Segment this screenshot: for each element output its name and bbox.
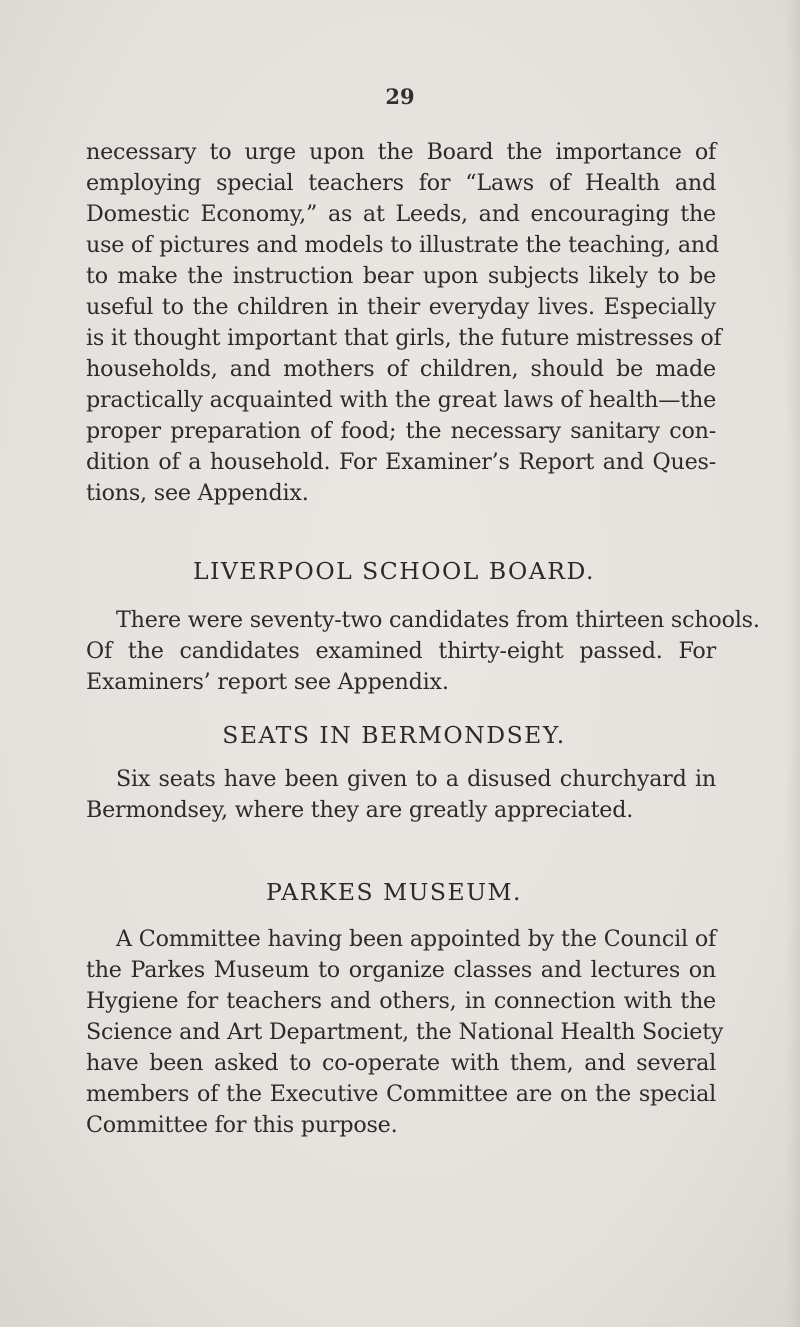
- page-number: 29: [385, 84, 415, 109]
- text-line: practically acquainted with the great laws of health—the: [86, 387, 716, 413]
- parkes-paragraph: [86, 924, 724, 1141]
- text-line: Hygiene for teachers and others, in connection with the: [86, 988, 716, 1014]
- text-line: is it thought important that girls, the future mistresses of: [86, 325, 722, 351]
- text-line: employing special teachers for “Laws of Health and: [86, 170, 716, 196]
- text-line: Committee for this purpose.: [86, 1112, 398, 1138]
- text-line: members of the Executive Committee are on the special: [86, 1081, 716, 1107]
- text-line: proper preparation of food; the necessary sanitary con-: [86, 418, 716, 444]
- text-line: necessary to urge upon the Board the importance of: [86, 139, 716, 165]
- text-line: Science and Art Department, the National Health Society: [86, 1019, 724, 1045]
- intro-paragraph: [86, 137, 722, 509]
- section-heading-seats-in-bermondsey: SEATS IN BERMONDSEY.: [222, 721, 566, 749]
- text-line: There were seventy-two candidates from thirteen schools.: [116, 607, 760, 633]
- text-line: have been asked to co-operate with them, and several: [86, 1050, 716, 1076]
- text-line: households, and mothers of children, should be made: [86, 356, 716, 382]
- text-line: use of pictures and models to illustrate the teaching, and: [86, 232, 719, 258]
- text-line: Domestic Economy,” as at Leeds, and encouraging the: [86, 201, 716, 227]
- text-line: useful to the children in their everyday lives. Especially: [86, 294, 716, 320]
- text-line: Of the candidates examined thirty-eight passed. For: [86, 638, 716, 664]
- section-heading-liverpool-school-board: LIVERPOOL SCHOOL BOARD.: [193, 557, 595, 585]
- text-line: Bermondsey, where they are greatly appreciated.: [86, 797, 634, 823]
- seats-paragraph: [86, 764, 716, 826]
- text-line: Six seats have been given to a disused churchyard in: [116, 766, 716, 792]
- text-line: Examiners’ report see Appendix.: [86, 669, 449, 695]
- text-line: to make the instruction bear upon subjects likely to be: [86, 263, 716, 289]
- text-line: tions, see Appendix.: [86, 480, 309, 506]
- text-line: dition of a household. For Examiner’s Report and Ques-: [86, 449, 716, 475]
- text-line: A Committee having been appointed by the Council of: [116, 926, 716, 952]
- text-line: the Parkes Museum to organize classes and lectures on: [86, 957, 716, 983]
- page-edge-shadow: [786, 0, 800, 1327]
- section-heading-parkes-museum: PARKES MUSEUM.: [265, 878, 523, 906]
- liverpool-paragraph: [86, 605, 760, 698]
